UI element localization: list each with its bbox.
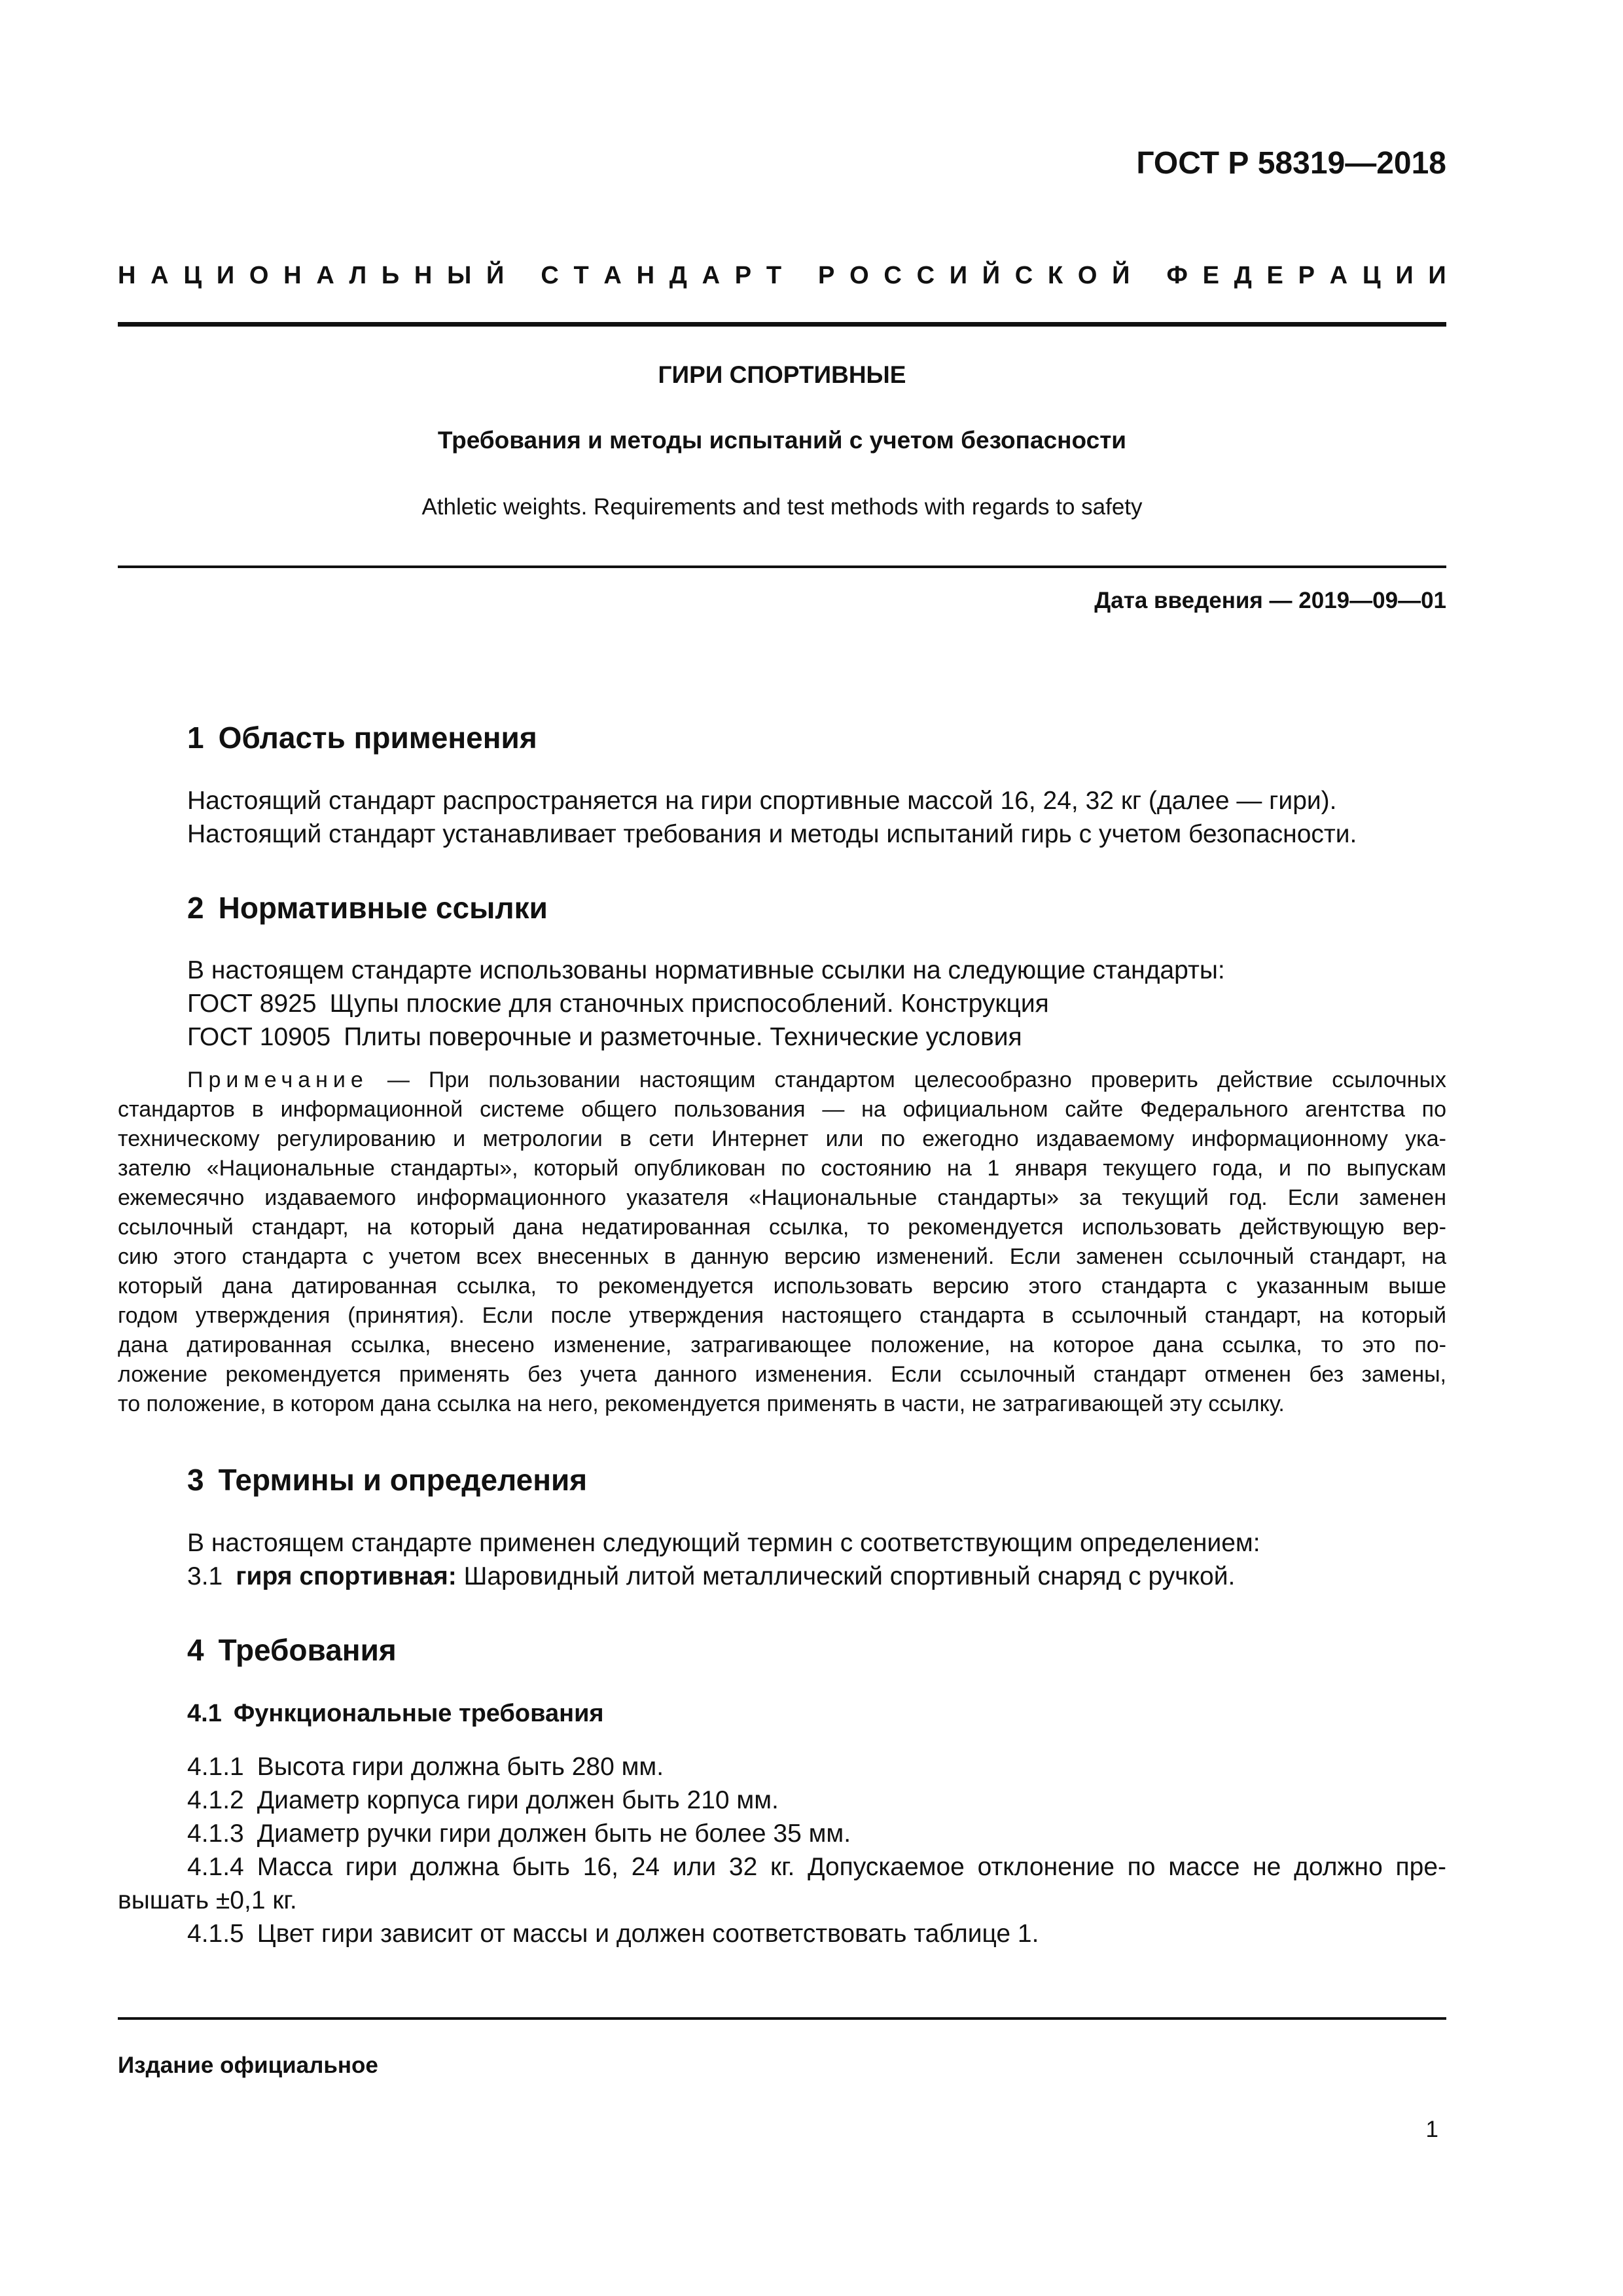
title-letter: С	[916, 262, 935, 289]
title-letter	[796, 262, 804, 290]
standard-subtitle: Требования и методы испытаний с учетом безопасности	[437, 427, 1127, 454]
section-4-heading	[187, 1632, 397, 1668]
note-line: то положение, в котором дана ссылка на него, рекомендуется применять в части, не затрагивающей эту ссылку.	[118, 1391, 1285, 1416]
item-number: 4.1.3	[187, 1820, 244, 1848]
item-line	[118, 1850, 1446, 1884]
term-definition	[187, 1560, 1235, 1593]
requirement-item	[187, 1784, 779, 1817]
title-letter: Е	[1202, 262, 1219, 289]
title-letter: Д	[669, 262, 687, 289]
title-letter: А	[1329, 262, 1348, 289]
document-code: ГОСТ Р 58319—2018	[1136, 146, 1446, 181]
section-title: Термины и определения	[218, 1463, 588, 1497]
footer-rule	[118, 2017, 1446, 2020]
title-letter: Н	[283, 262, 302, 289]
section-number: 4	[187, 1633, 204, 1667]
title-letter: С	[1014, 262, 1033, 289]
reference-code: ГОСТ 8925	[187, 990, 317, 1018]
section-2-paragraph-1: В настоящем стандарте использованы нормативные ссылки на следующие стандарты:	[187, 956, 1225, 984]
title-letter: Е	[1266, 262, 1283, 289]
title-letter: А	[702, 262, 721, 289]
section-3-paragraph-1: В настоящем стандарте применен следующий термин с соответствующим определением:	[187, 1529, 1260, 1557]
note-line: стандартов в информационной системе общего пользования — на официальном сайте Федерального агентства по	[118, 1097, 1446, 1122]
item-number: 4.1.5	[187, 1920, 244, 1948]
item-text: Диаметр ручки гири должен быть не более 35 мм.	[257, 1820, 851, 1848]
note-text: — При пользовании настоящим стандартом целесообразно проверить действие ссылочных	[368, 1067, 1446, 1092]
section-1-paragraph-1: Настоящий стандарт распространяется на гири спортивные массой 16, 24, 32 кг (далее — гири).	[187, 787, 1337, 815]
requirement-item	[187, 1917, 1039, 1950]
title-letter: А	[316, 262, 334, 289]
top-rule	[118, 322, 1446, 327]
standard-english-title: Athletic weights. Requirements and test methods with regards to safety	[421, 494, 1143, 520]
title-letter: Р	[818, 262, 835, 289]
note-line: дана датированная ссылка, внесено изменение, затрагивающее положение, на которое дана ссылка, то это по-	[118, 1333, 1446, 1357]
term-number: 3.1	[187, 1562, 223, 1590]
item-text: Масса гири должна быть 16, 24 или 32 кг. Допускаемое отклонение по массе не должно пре-	[257, 1853, 1446, 1881]
title-letter: А	[603, 262, 622, 289]
section-number: 2	[187, 891, 204, 925]
title-letter: Н	[636, 262, 655, 289]
title-letter: И	[1428, 262, 1446, 289]
introduction-date: Дата введения — 2019—09—01	[1094, 588, 1446, 613]
requirement-item	[187, 1817, 851, 1850]
note-line: ссылочный стандарт, на который дана недатированная ссылка, то рекомендуется использовать действующую вер-	[118, 1215, 1446, 1240]
note-label: Примечание	[187, 1067, 368, 1092]
subsection-4-1-heading	[187, 1700, 604, 1728]
item-number: 4.1.2	[187, 1786, 244, 1814]
section-1-heading	[187, 720, 537, 755]
title-letter: И	[949, 262, 968, 289]
title-letter	[519, 262, 526, 290]
title-letter: К	[1047, 262, 1063, 289]
title-letter: Н	[414, 262, 433, 289]
item-line: вышать ±0,1 кг.	[118, 1886, 297, 1914]
title-letter: Н	[118, 262, 136, 289]
title-letter: Р	[734, 262, 752, 289]
section-1-paragraph-2: Настоящий стандарт устанавливает требования и методы испытаний гирь с учетом безопасности.	[187, 820, 1357, 848]
term-name: гиря спортивная:	[236, 1562, 457, 1590]
title-letter: Й	[486, 262, 505, 289]
note-line: техническому регулированию и метрологии в сети Интернет или по ежегодно издаваемому информационному ука-	[118, 1126, 1446, 1151]
note-line: который дана датированная ссылка, то рекомендуется использовать версию этого стандарта с указанным выше	[118, 1274, 1446, 1299]
title-letter: С	[883, 262, 902, 289]
section-title: Требования	[218, 1633, 397, 1667]
title-letter: С	[541, 262, 559, 289]
reference-code: ГОСТ 10905	[187, 1023, 331, 1051]
note-line: ежемесячно издаваемого информационного указателя «Национальные стандарты» за текущий год. Если заменен	[118, 1185, 1446, 1210]
title-letter: Ц	[183, 262, 202, 289]
title-letter: Ф	[1166, 262, 1188, 289]
national-standard-title	[118, 262, 1446, 290]
requirement-item	[118, 1850, 1446, 1917]
title-letter: А	[151, 262, 169, 289]
subsection-number: 4.1	[187, 1700, 222, 1727]
section-number: 3	[187, 1463, 204, 1497]
title-letter: Й	[982, 262, 1001, 289]
title-letter: О	[1077, 262, 1097, 289]
title-letter: О	[249, 262, 269, 289]
reference-note	[118, 1066, 1446, 1419]
subsection-title: Функциональные требования	[233, 1700, 604, 1727]
note-line: зателю «Национальные стандарты», который опубликован по состоянию на 1 января текущего года, и по выпускам	[118, 1156, 1446, 1181]
note-line	[118, 1066, 1446, 1095]
note-line: годом утверждения (принятия). Если после утверждения настоящего стандарта в ссылочный стандарт, на который	[118, 1303, 1446, 1328]
section-title: Нормативные ссылки	[218, 891, 548, 925]
title-letter: Ы	[447, 262, 472, 289]
title-letter: Ь	[381, 262, 400, 289]
title-letter: И	[1395, 262, 1414, 289]
item-text: Цвет гири зависит от массы и должен соответствовать таблице 1.	[257, 1920, 1039, 1948]
title-letter: Т	[766, 262, 782, 289]
title-letter: О	[849, 262, 869, 289]
section-number: 1	[187, 721, 204, 755]
edition-label: Издание официальное	[118, 2053, 378, 2078]
reference-title: Плиты поверочные и разметочные. Технические условия	[344, 1023, 1022, 1051]
requirement-item	[187, 1750, 664, 1784]
title-letter: Ц	[1362, 262, 1381, 289]
section-2-heading	[187, 890, 548, 925]
title-rule	[118, 565, 1446, 568]
note-line: сию этого стандарта с учетом всех внесенных в данную версию изменений. Если заменен ссылочный стандарт, на	[118, 1244, 1446, 1269]
item-text: Высота гири должна быть 280 мм.	[257, 1753, 664, 1781]
item-number: 4.1.1	[187, 1753, 244, 1781]
page-number: 1	[1425, 2117, 1438, 2142]
title-letter: Й	[1112, 262, 1130, 289]
reference-gost-10905	[187, 1020, 1022, 1054]
title-letter	[1145, 262, 1152, 290]
term-definition-text: Шаровидный литой металлический спортивный снаряд с ручкой.	[463, 1562, 1236, 1590]
reference-gost-8925	[187, 987, 1049, 1020]
title-letter: Т	[573, 262, 589, 289]
item-number: 4.1.4	[187, 1853, 244, 1881]
note-line: ложение рекомендуется применять без учета данного изменения. Если ссылочный стандарт отменен без замены,	[118, 1362, 1446, 1387]
title-letter: Д	[1234, 262, 1252, 289]
section-3-heading	[187, 1462, 587, 1498]
section-title: Область применения	[218, 721, 537, 755]
title-letter: И	[216, 262, 235, 289]
standard-title: ГИРИ СПОРТИВНЫЕ	[658, 361, 906, 388]
reference-title: Щупы плоские для станочных приспособлений. Конструкция	[329, 990, 1049, 1018]
title-letter: Л	[349, 262, 367, 289]
title-letter: Р	[1298, 262, 1315, 289]
item-text: Диаметр корпуса гири должен быть 210 мм.	[257, 1786, 779, 1814]
